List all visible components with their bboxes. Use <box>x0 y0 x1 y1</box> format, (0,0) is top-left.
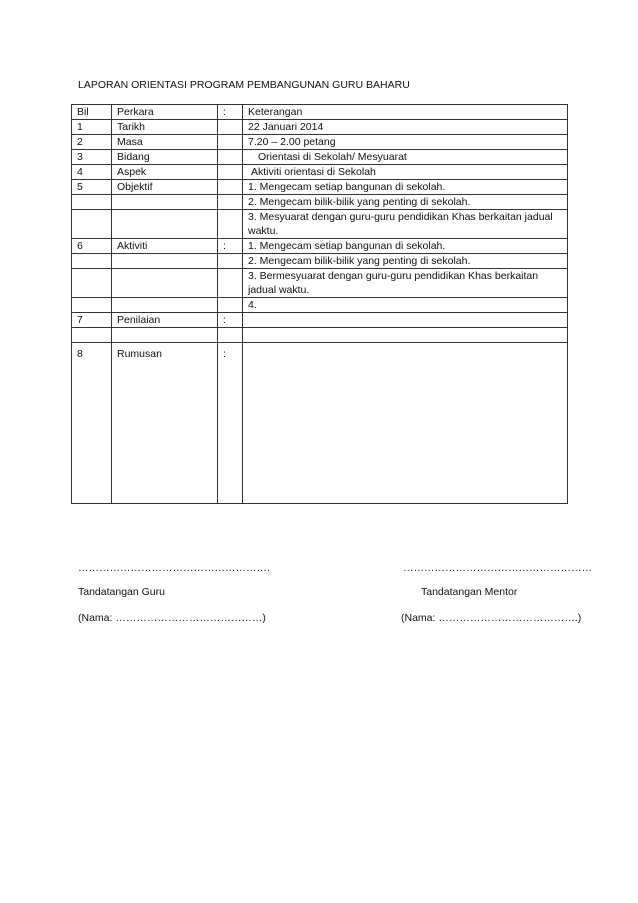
table-row <box>72 328 568 343</box>
cell-bil <box>72 298 112 313</box>
cell-bil <box>72 210 112 239</box>
cell-keterangan <box>243 343 568 504</box>
cell-bil <box>72 195 112 210</box>
mentor-name-field: (Nama: ………………………………….) <box>401 612 582 624</box>
table-row <box>72 298 568 313</box>
cell-perkara <box>112 298 218 313</box>
cell-perkara: Tarikh <box>112 120 218 135</box>
table-row <box>72 313 568 328</box>
cell-bil: 6 <box>72 239 112 254</box>
cell-bil: 7 <box>72 313 112 328</box>
cell-perkara: Aspek <box>112 165 218 180</box>
cell-keterangan: 2. Mengecam bilik-bilik yang penting di sekolah. <box>243 254 568 269</box>
cell-bil: 8 <box>72 343 112 504</box>
header-perkara: Perkara <box>112 105 218 120</box>
mentor-signature-line: ……………………………………………… <box>403 562 592 574</box>
cell-keterangan: 1. Mengecam setiap bangunan di sekolah. <box>243 180 568 195</box>
cell-keterangan: 4. <box>243 298 568 313</box>
cell-perkara: Objektif <box>112 180 218 195</box>
guru-name-field: (Nama: ……………………………………) <box>78 612 266 624</box>
table-row <box>72 269 568 298</box>
cell-colon <box>218 165 243 180</box>
cell-keterangan: 3. Bermesyuarat dengan guru-guru pendidikan Khas berkaitan jadual waktu. <box>243 269 568 298</box>
table-row <box>72 343 568 504</box>
cell-perkara <box>112 210 218 239</box>
cell-bil: 3 <box>72 150 112 165</box>
cell-bil: 2 <box>72 135 112 150</box>
table-row <box>72 239 568 254</box>
guru-signature-label: Tandatangan Guru <box>78 586 165 598</box>
table-row <box>72 135 568 150</box>
cell-keterangan: Orientasi di Sekolah/ Mesyuarat <box>243 150 568 165</box>
cell-colon: : <box>218 313 243 328</box>
cell-keterangan: 22 Januari 2014 <box>243 120 568 135</box>
cell-keterangan <box>243 313 568 328</box>
cell-colon <box>218 135 243 150</box>
cell-colon <box>218 328 243 343</box>
mentor-signature-label: Tandatangan Mentor <box>421 586 518 598</box>
cell-keterangan: 2. Mengecam bilik-bilik yang penting di sekolah. <box>243 195 568 210</box>
cell-colon <box>218 298 243 313</box>
table-header-row <box>72 105 568 120</box>
header-keterangan: Keterangan <box>243 105 568 120</box>
table-row <box>72 180 568 195</box>
table-row <box>72 120 568 135</box>
cell-colon <box>218 120 243 135</box>
cell-bil <box>72 328 112 343</box>
cell-perkara <box>112 328 218 343</box>
cell-perkara <box>112 269 218 298</box>
cell-colon: : <box>218 239 243 254</box>
cell-bil <box>72 269 112 298</box>
cell-colon <box>218 195 243 210</box>
table-row <box>72 254 568 269</box>
table-row <box>72 195 568 210</box>
header-colon: : <box>218 105 243 120</box>
report-table <box>71 104 568 504</box>
header-bil: Bil <box>72 105 112 120</box>
cell-colon <box>218 210 243 239</box>
cell-keterangan: 3. Mesyuarat dengan guru-guru pendidikan Khas berkaitan jadual waktu. <box>243 210 568 239</box>
cell-perkara: Masa <box>112 135 218 150</box>
cell-keterangan <box>243 328 568 343</box>
cell-keterangan: 1. Mengecam setiap bangunan di sekolah. <box>243 239 568 254</box>
cell-colon <box>218 269 243 298</box>
cell-perkara: Penilaian <box>112 313 218 328</box>
guru-signature-line: ………………………………………………. <box>78 562 270 574</box>
cell-perkara: Rumusan <box>112 343 218 504</box>
table-row <box>72 150 568 165</box>
cell-colon: : <box>218 343 243 504</box>
table-row <box>72 165 568 180</box>
cell-keterangan: 7.20 – 2.00 petang <box>243 135 568 150</box>
cell-perkara: Bidang <box>112 150 218 165</box>
cell-keterangan: Aktiviti orientasi di Sekolah <box>243 165 568 180</box>
cell-perkara <box>112 254 218 269</box>
cell-bil: 1 <box>72 120 112 135</box>
cell-bil: 5 <box>72 180 112 195</box>
table-row <box>72 210 568 239</box>
cell-colon <box>218 254 243 269</box>
cell-perkara <box>112 195 218 210</box>
cell-bil <box>72 254 112 269</box>
cell-colon <box>218 150 243 165</box>
report-title: LAPORAN ORIENTASI PROGRAM PEMBANGUNAN GURU BAHARU <box>78 79 410 91</box>
cell-perkara: Aktiviti <box>112 239 218 254</box>
cell-colon <box>218 180 243 195</box>
cell-bil: 4 <box>72 165 112 180</box>
